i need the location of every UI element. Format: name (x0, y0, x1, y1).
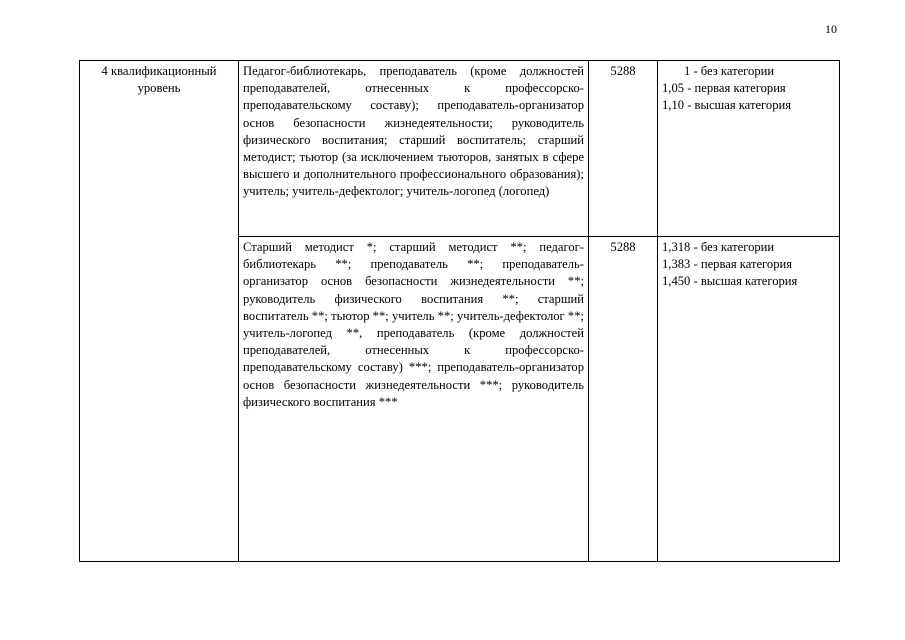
coefficient-item: 1,383 - первая категория (662, 257, 793, 272)
table-row (80, 61, 840, 237)
positions-cell: Педагог-библиотекарь, преподаватель (кроме должностей преподавателей, отнесенных к профессорско-преподавательскому составу); преподаватель-организатор основ безопасности жизнедеятельности; руководитель физического воспитания; старший воспитатель; старший методист; тьютор (за исключением тьюторов, занятых в сфере высшего и дополнительного профессионального образования); учитель; учитель-дефектолог; учитель-логопед (логопед) (239, 61, 589, 237)
coefficient-item: 1,05 - первая категория (662, 81, 786, 96)
coefficient-item: 1,318 - без категории (662, 240, 775, 254)
coefficients-cell (658, 237, 840, 562)
coefficients-cell (658, 61, 840, 237)
page-number: 10 (825, 22, 837, 36)
coefficient-item: 1 - без категории (684, 64, 775, 78)
coefficient-item: 1,10 - высшая категория (662, 98, 792, 113)
qualification-table (79, 60, 840, 562)
salary-cell: 5288 (589, 237, 658, 562)
salary-cell: 5288 (589, 61, 658, 237)
qualification-level-cell (80, 61, 239, 562)
positions-cell: Старший методист *; старший методист **; педагог-библиотекарь **; преподаватель **; преподаватель-организатор основ безопасности жизнедеятельности **; руководитель физического воспитания **; старший воспитатель **; тьютор **; учитель **; учитель-дефектолог **; учитель-логопед **, преподаватель (кроме должностей преподавателей, отнесенных к профессорско-преподавательскому составу) ***; преподаватель-организатор основ безопасности жизнедеятельности ***; руководитель физического воспитания *** (239, 237, 589, 562)
coefficient-item: 1,450 - высшая категория (662, 274, 798, 289)
qualification-level-label: 4 квалификационный (101, 64, 217, 78)
qualification-level-suffix: уровень (137, 81, 181, 96)
